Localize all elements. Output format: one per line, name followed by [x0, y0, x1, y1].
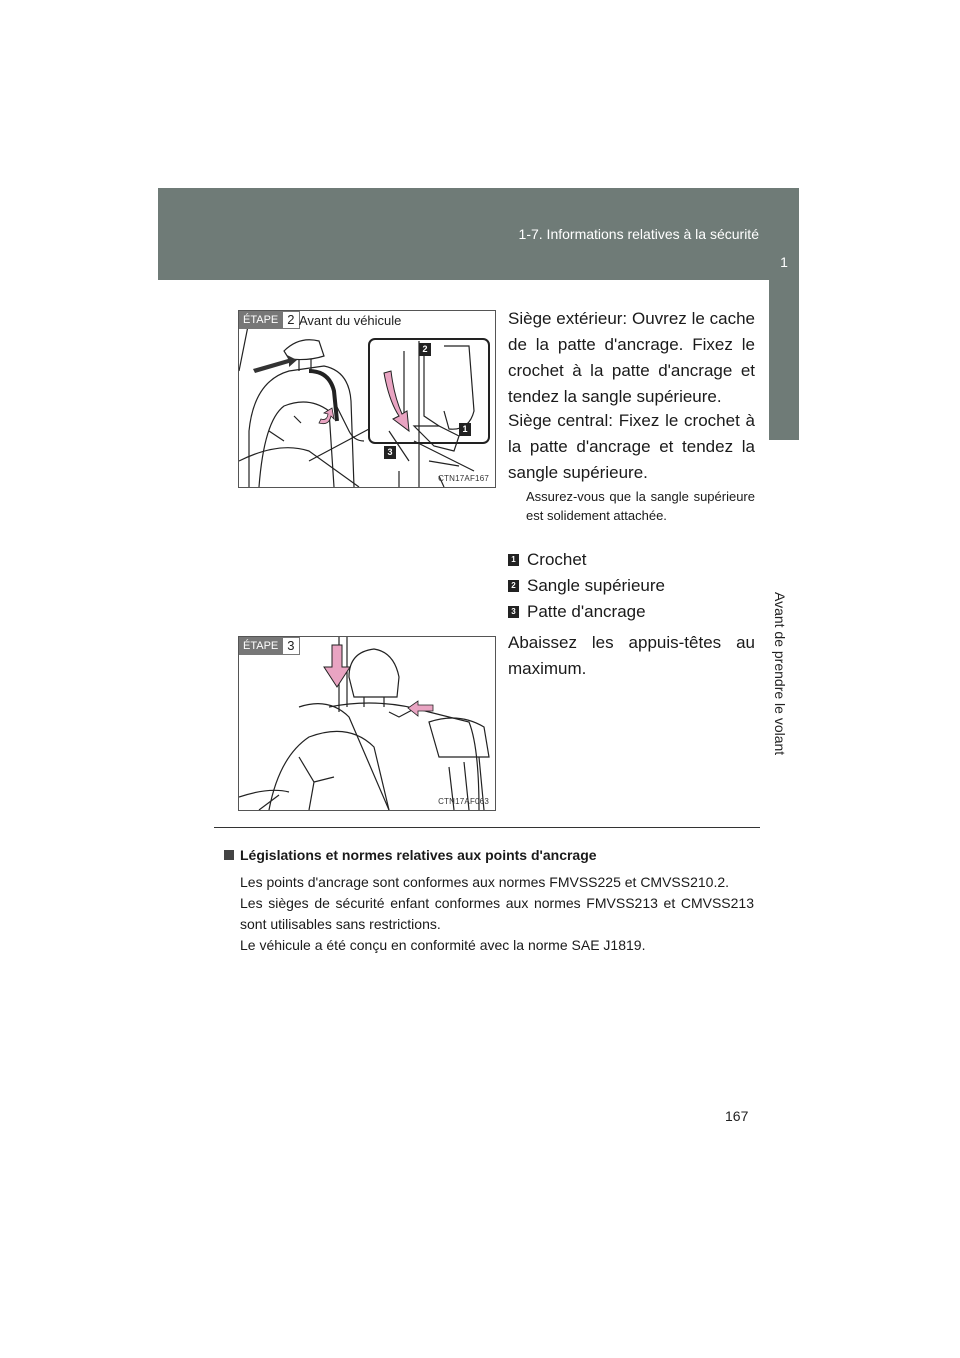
legend-item-strap	[508, 576, 665, 596]
step2-illustration	[238, 310, 496, 488]
step-label: ÉTAPE	[239, 311, 282, 329]
page-number: 167	[725, 1108, 749, 1124]
chapter-number: 1	[780, 254, 788, 270]
step-label: ÉTAPE	[239, 637, 282, 655]
section-heading	[224, 847, 597, 863]
chapter-header	[158, 188, 799, 280]
step-number: 3	[282, 637, 299, 655]
headrest-drawing	[239, 637, 495, 810]
legend-label: Patte d'ancrage	[527, 602, 646, 621]
legend-label: Crochet	[527, 550, 587, 569]
legend-marker: 2	[508, 580, 519, 592]
legend-marker: 3	[508, 606, 519, 618]
section-divider	[214, 827, 760, 828]
chapter-side-label: Avant de prendre le volant	[772, 592, 788, 756]
chapter-title: 1-7. Informations relatives à la sécurité	[518, 226, 759, 242]
chapter-side-tab	[769, 280, 799, 440]
step2-note: Assurez-vous que la sangle supérieure est solidement attachée.	[526, 489, 755, 523]
section-line: Les sièges de sécurité enfant conformes aux normes FMVSS213 et CMVSS213 sont utilisables sans restrictions.	[240, 895, 754, 932]
section-body	[240, 872, 754, 956]
section-title: Législations et normes relatives aux points d'ancrage	[240, 847, 597, 863]
legend-label: Sangle supérieure	[527, 576, 665, 595]
figure-code: CTN17AF167	[438, 474, 489, 483]
step2-para-center: Siège central: Fixez le crochet à la patte d'ancrage et tendez la sangle supérieure.	[508, 411, 755, 482]
legend-item-bracket	[508, 602, 646, 622]
section-line: Le véhicule a été conçu en conformité avec la norme SAE J1819.	[240, 937, 646, 953]
legend-item-hook	[508, 550, 587, 570]
legend-marker: 1	[508, 554, 519, 566]
step3-text: Abaissez les appuis-têtes au maximum.	[508, 633, 755, 678]
callout-1: 1	[459, 423, 471, 436]
heading-square-icon	[224, 850, 234, 860]
callout-2: 2	[419, 343, 431, 356]
child-seat-tether-drawing	[239, 311, 495, 487]
step3-illustration	[238, 636, 496, 811]
figure-caption: Avant du véhicule	[299, 313, 402, 328]
step-badge	[239, 637, 300, 655]
step-badge	[239, 311, 300, 329]
callout-3: 3	[384, 446, 396, 459]
step-number: 2	[282, 311, 299, 329]
figure-code: CTN17AF063	[438, 797, 489, 806]
step2-para-outer: Siège extérieur: Ouvrez le cache de la patte d'ancrage. Fixez le crochet à la patte d'ancrage et tendez la sangle supérieure.	[508, 309, 755, 406]
section-line: Les points d'ancrage sont conformes aux normes FMVSS225 et CMVSS210.2.	[240, 874, 730, 890]
